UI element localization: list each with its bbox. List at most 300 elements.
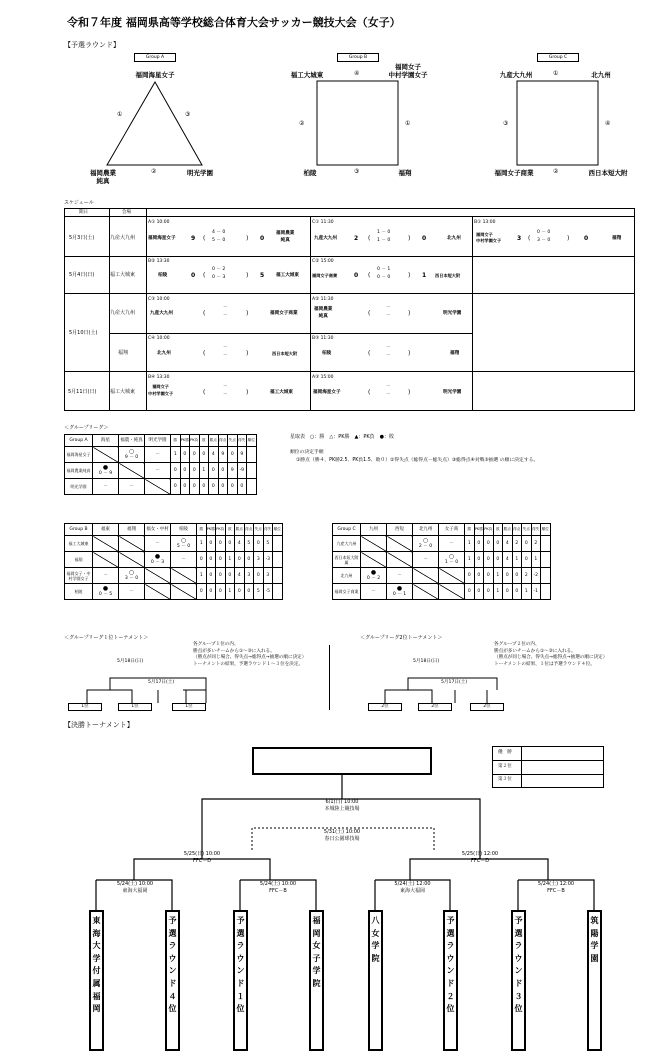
paren: ) — [246, 350, 249, 357]
champion-box — [252, 747, 432, 775]
groupC-tr-team: 北九州 — [591, 71, 611, 79]
league-cell-stat — [541, 584, 551, 600]
league-cell-stat: 0 — [199, 479, 209, 495]
league-cell-result — [93, 463, 119, 479]
league-cell-stat: 4 — [235, 568, 245, 584]
league-header-group: Group C — [333, 524, 361, 536]
paren: ( — [368, 235, 371, 242]
league-cell-stat: 0 — [206, 568, 216, 584]
qf4-info: 5/24(土) 12:00 FFC－B — [537, 881, 575, 894]
league-row — [65, 568, 283, 584]
league-cell-stat: 0 — [474, 568, 484, 584]
qf3-info: 5/24(土) 12:00 東海大福岡 — [394, 881, 431, 894]
league-row-team: 九産大九州 — [333, 536, 361, 552]
league-header-team: 福東 — [93, 524, 119, 536]
sched-r3b-code: A② 11:30 — [312, 297, 334, 302]
groupB-bl-team: 柏陵 — [303, 169, 317, 177]
league-cell-stat: 1 — [512, 552, 522, 568]
t1-notes: 各グループ１位の内、 勝点が多いチームから①～③に入れる。 （勝点が同じ場合、得失点→総得点→抽選の順に決定） トーナメントの結果、予選ラウンド１～３位を決定。 — [193, 642, 307, 667]
league-cell-stat: 1 — [171, 447, 181, 463]
league-cell-stat: 0 — [209, 479, 219, 495]
sched-r2a-team2: 福工大城東 — [276, 273, 299, 278]
league-header-stat: 得失 — [237, 435, 247, 447]
sched-r1c-score1: 3 — [517, 235, 522, 242]
sched-r2a-score1: 0 — [191, 272, 196, 279]
groupB-match3: ③ — [354, 168, 360, 175]
paren: ( — [368, 310, 371, 317]
league-cell-stat: 0 — [522, 552, 532, 568]
league-row-team: 福工大城東 — [65, 536, 93, 552]
sched-r2-venue: 福工大城東 — [110, 272, 136, 278]
league-cell-self — [413, 584, 439, 600]
league-cell-score: 0 － 2 — [366, 575, 381, 581]
league-header-stat: 勝 — [197, 524, 207, 536]
t2-slot-2: 2位 — [418, 703, 452, 711]
groupC-match1: ① — [553, 70, 559, 77]
paren: ( — [203, 389, 206, 396]
league-header-team: 福女・中村 — [145, 524, 171, 536]
league-header-stat: 順位 — [273, 524, 283, 536]
qf2-info: 5/24(土) 10:00 FFC－B — [259, 881, 297, 894]
league-cell-stat: 1 — [493, 568, 503, 584]
sched-r3a-team2: 福岡女子商業 — [270, 311, 298, 316]
league-cell-stat: 0 — [503, 568, 513, 584]
league-cell-stat: 0 — [244, 584, 254, 600]
league-cell-result — [439, 552, 465, 568]
groupA-triangle — [107, 82, 202, 165]
win-icon: ○ — [180, 536, 187, 544]
groupA-top-team: 福岡海星女子 — [135, 71, 175, 79]
league-cell-stat — [273, 552, 283, 568]
league-cell-stat: 0 — [216, 536, 226, 552]
league-cell-stat: 9 — [237, 447, 247, 463]
league-header-stat: PK負 — [216, 524, 226, 536]
league-cell-score: 0 － 1 — [392, 591, 407, 597]
league-cell-stat: -3 — [263, 552, 273, 568]
win-icon: ○ — [422, 536, 429, 544]
league-cell-stat — [247, 463, 257, 479]
paren: ( — [368, 389, 371, 396]
league-cell-stat: 0 — [206, 536, 216, 552]
league-cell-stat: 0 — [474, 536, 484, 552]
league-cell-stat: 0 — [484, 536, 494, 552]
league-cell-stat: 3 — [263, 568, 273, 584]
sched-r1a-score2: 0 — [260, 235, 265, 242]
league-header-stat: PK勝 — [180, 435, 190, 447]
league-cell-stat: 0 — [180, 447, 190, 463]
sched-r3-venue2: 福翔 — [118, 350, 129, 356]
league-cell-stat: 4 — [503, 536, 513, 552]
league-cell-stat: 0 — [216, 552, 226, 568]
league-cell-result: － — [361, 584, 387, 600]
league-row — [65, 479, 257, 495]
league-row-team: 西日本短大附属 — [333, 552, 361, 568]
paren: ) — [408, 389, 411, 396]
league-cell-stat: 1 — [199, 463, 209, 479]
groupA-match3: ③ — [185, 111, 191, 118]
league-header-team: 柏陵 — [171, 524, 197, 536]
win-icon: ○ — [128, 568, 135, 576]
t1-slot-3: 1位 — [172, 703, 206, 711]
paren: ( — [203, 272, 206, 279]
sched-r2a-halves: 0 － 2 0 － 3 — [212, 267, 226, 280]
sched-r2b-score1: 0 — [354, 272, 359, 279]
league-cell-stat: 0 — [465, 568, 475, 584]
league-cell-stat — [541, 536, 551, 552]
league-cell-stat: 0 — [254, 568, 264, 584]
league-cell-self — [439, 568, 465, 584]
league-cell-result — [119, 568, 145, 584]
sched-r1b-team1: 九産大九州 — [314, 236, 337, 241]
league-cell-self — [93, 536, 119, 552]
league-cell-result — [145, 552, 171, 568]
league-cell-self — [119, 536, 145, 552]
league-cell-stat — [273, 536, 283, 552]
league-cell-stat — [273, 584, 283, 600]
groupC-bl-team: 福岡女子商業 — [494, 169, 534, 177]
league-row-team: 福岡女子商業 — [333, 584, 361, 600]
league-cell-stat: 4 — [503, 552, 513, 568]
league-cell-stat: 0 — [197, 584, 207, 600]
loss-icon: ● — [396, 584, 403, 592]
sched-r3-venue1: 九産大九州 — [110, 310, 136, 316]
league-cell-stat: 0 — [206, 552, 216, 568]
league-rule-text: ①勝点（勝４、PK勝2.5、PK負1.5、敗０）②得失点（総得点－総失点）③総得点④対戦⑤抽選 の順に決定する。 — [296, 458, 539, 463]
sched-r1a-halves: 4 － 0 5 － 0 — [212, 230, 226, 243]
sched-r2a-team1: 柏陵 — [158, 273, 168, 278]
final-team-5: 八女学院 — [368, 910, 383, 1051]
league-cell-self — [439, 584, 465, 600]
league-cell-self — [93, 447, 119, 463]
league-cell-stat: 0 — [484, 552, 494, 568]
sched-r3d-team1: 柏陵 — [322, 351, 332, 356]
league-row — [333, 552, 551, 568]
league-cell-stat: 0 — [216, 584, 226, 600]
sched-r1c-team2: 福翔 — [612, 236, 622, 241]
league-cell-result: － — [145, 447, 171, 463]
league-header-team: 福翔 — [119, 524, 145, 536]
sched-r4-venue: 福工大城東 — [110, 389, 136, 395]
league-row-team: 明光学園 — [65, 479, 93, 495]
league-header-stat: 敗 — [199, 435, 209, 447]
semi2-info: 5/25(日) 12:00 FFC－D — [461, 851, 499, 864]
groupA-right-team: 明光学園 — [187, 169, 213, 177]
groupC-match2: ② — [553, 168, 559, 175]
paren: ( — [203, 235, 206, 242]
league-cell-result: － — [439, 536, 465, 552]
groupB-tr-team: 福岡女子 中村学園女子 — [388, 63, 428, 79]
league-cell-stat: 5 — [263, 536, 273, 552]
league-cell-self — [145, 584, 171, 600]
final-team-6: 予選ラウンド２位 — [443, 910, 458, 1051]
league-header-team: 九州 — [361, 524, 387, 536]
sched-r3b-team1: 福岡農業 純真 — [314, 307, 333, 319]
third-place-info: 5/31(土) 10:00 春日公園球技場 — [323, 829, 361, 842]
sched-r4a-code: B④ 13:30 — [148, 375, 170, 380]
league-cell-stat: 0 — [218, 479, 228, 495]
league-cell-stat: 0 — [190, 447, 200, 463]
sched-r4b-team2: 明光学園 — [443, 390, 462, 395]
sched-r4-date: 5月11日(日) — [68, 389, 97, 395]
league-cell-self — [387, 552, 413, 568]
league-header-stat: PK勝 — [474, 524, 484, 536]
qf1-info: 5/24(土) 10:00 東海大福岡 — [116, 881, 154, 894]
league-header-stat: 得点 — [512, 524, 522, 536]
league-cell-self — [119, 463, 145, 479]
league-cell-stat: -2 — [531, 568, 541, 584]
groupC-match3: ③ — [503, 120, 509, 127]
league-cell-result: － — [145, 536, 171, 552]
sched-r1b-score2: 0 — [422, 235, 427, 242]
league-cell-stat: 0 — [171, 479, 181, 495]
league-header-stat: 勝点 — [235, 524, 245, 536]
sched-r2b-code: C② 15:00 — [312, 259, 334, 264]
league-cell-stat — [541, 552, 551, 568]
league-cell-score: 3 － 0 — [124, 575, 139, 581]
sched-r3a-dash: － － — [223, 305, 228, 318]
sched-r2a-score2: 5 — [260, 272, 265, 279]
league-cell-stat: 9 — [228, 463, 238, 479]
league-row-team: 福翔 — [65, 552, 93, 568]
paren: ) — [408, 272, 411, 279]
paren: ) — [246, 389, 249, 396]
groupB-match2: ② — [299, 120, 305, 127]
league-row — [333, 584, 551, 600]
sched-r2b-score2: 1 — [422, 272, 427, 279]
league-cell-stat: 5 — [254, 584, 264, 600]
sched-r3c-team1: 北九州 — [157, 351, 171, 356]
league-header-group: Group B — [65, 524, 93, 536]
league-cell-self — [171, 584, 197, 600]
sched-r1b-halves: 1 － 0 1 － 0 — [377, 230, 391, 243]
league-rule-title: 順位の決定手順 — [290, 450, 324, 455]
league-cell-score: 1 － 0 — [444, 559, 459, 565]
league-cell-result: － — [119, 479, 145, 495]
league-cell-self — [361, 552, 387, 568]
final-team-1: 東海大学付属福岡 — [89, 910, 104, 1051]
league-row-team: 福岡女子・中村学園女子 — [65, 568, 93, 584]
league-cell-stat: 0 — [206, 584, 216, 600]
league-cell-self — [387, 536, 413, 552]
league-row — [65, 552, 283, 568]
league-cell-stat: 0 — [474, 584, 484, 600]
league-cell-stat: 0 — [474, 552, 484, 568]
sched-r3c-code: C④ 10:00 — [148, 336, 170, 341]
league-cell-stat: 0 — [484, 584, 494, 600]
league-cell-stat: 1 — [225, 552, 235, 568]
league-cell-stat: 0 — [180, 463, 190, 479]
sched-r1b-code: C① 11:30 — [312, 220, 334, 225]
league-row — [65, 447, 257, 463]
league-header-stat: 失点 — [228, 435, 238, 447]
league-cell-self — [171, 568, 197, 584]
loss-icon: ● — [370, 568, 377, 576]
league-cell-stat: 2 — [531, 536, 541, 552]
groupB-match4: ④ — [354, 70, 360, 77]
league-cell-self — [145, 479, 171, 495]
paren: ) — [408, 310, 411, 317]
league-legend: 星取表 ○：勝 △：PK勝 ▲：PK負 ●：敗 — [290, 434, 395, 440]
sched-r3d-code: B③ 11:30 — [312, 336, 334, 341]
league-row — [65, 584, 283, 600]
sched-r3d-dash: － － — [386, 345, 391, 358]
league-cell-self — [93, 552, 119, 568]
league-cell-score: 0 － 3 — [150, 559, 165, 565]
paren: ( — [203, 310, 206, 317]
league-row — [65, 536, 283, 552]
lgB-table — [64, 523, 283, 600]
league-cell-stat: 2 — [512, 536, 522, 552]
league-cell-result — [171, 536, 197, 552]
sched-r1c-team1: 福岡女子 中村学園女子 — [476, 232, 502, 243]
sched-r4a-team1: 福岡女子 中村学園女子 — [148, 384, 174, 396]
sched-r3-date: 5月10日(土) — [69, 330, 98, 336]
league-header-team: 福農・純真 — [119, 435, 145, 447]
league-header-stat: 得失 — [263, 524, 273, 536]
groupC-label: Group C — [537, 53, 579, 62]
groupC-br-team: 西日本短大附 — [588, 169, 628, 177]
sched-r2b-team1: 福岡女子商業 — [312, 273, 338, 278]
sched-r1c-halves: 0 － 0 3 － 0 — [537, 230, 551, 243]
sched-r3c-team2: 西日本短大附 — [272, 351, 298, 356]
paren: ( — [528, 235, 531, 242]
league-cell-stat: -5 — [263, 584, 273, 600]
groupB-square — [317, 81, 398, 165]
league-label: ＜グループリーグ＞ — [64, 425, 109, 431]
league-header-team: 西短 — [387, 524, 413, 536]
t2-semi-date: 5月17日(土) — [441, 680, 468, 685]
league-cell-stat: 9 — [218, 447, 228, 463]
t2-notes: 各グループ２位の内、 勝点が多いチームから①～③に入れる。 （勝点が同じ場合、得失点→総得点→抽選の順に決定） トーナメントの結果、１位は予選ラウンド４位。 — [494, 642, 608, 667]
league-cell-stat: 1 — [197, 568, 207, 584]
league-cell-stat: 0 — [235, 552, 245, 568]
sched-r1a-score1: 9 — [191, 235, 196, 242]
league-header-stat: PK負 — [190, 435, 200, 447]
league-header-stat: PK負 — [484, 524, 494, 536]
final-match-info: 6/1(日) 10:00 本城陸上競技場 — [324, 799, 360, 812]
league-cell-self — [145, 568, 171, 584]
sched-r3a-code: C③ 10:00 — [148, 297, 170, 302]
league-cell-stat: 1 — [465, 536, 475, 552]
paren: ) — [567, 235, 570, 242]
schedule-header-venue: 会場 — [122, 210, 131, 215]
league-header-stat: 順位 — [247, 435, 257, 447]
league-cell-stat: 0 — [171, 463, 181, 479]
sched-r1c-code: B① 13:00 — [474, 220, 496, 225]
league-cell-stat: 0 — [228, 479, 238, 495]
t2-final-date: 5月18日(日) — [413, 659, 440, 664]
t1-slot-2: 1位 — [118, 703, 152, 711]
league-header-stat: 得点 — [218, 435, 228, 447]
win-icon: ○ — [128, 447, 135, 455]
league-cell-stat: 0 — [522, 536, 532, 552]
league-cell-stat: 2 — [522, 568, 532, 584]
league-cell-stat: -1 — [531, 584, 541, 600]
league-cell-stat: 0 — [228, 447, 238, 463]
league-cell-stat: -9 — [237, 463, 247, 479]
league-cell-stat: 0 — [235, 584, 245, 600]
league-cell-stat: 0 — [503, 584, 513, 600]
league-header-team: 海星 — [93, 435, 119, 447]
league-row-team: 福岡海星女子 — [65, 447, 93, 463]
league-cell-stat: 1 — [531, 552, 541, 568]
result-second: 第２位 — [498, 764, 512, 769]
league-cell-stat: 0 — [493, 552, 503, 568]
league-header-stat: 勝 — [171, 435, 181, 447]
groupB-tl-team: 福工大城東 — [290, 71, 324, 79]
t2-slot-3: 2位 — [470, 703, 504, 711]
league-cell-stat — [541, 568, 551, 584]
league-cell-stat: 0 — [190, 463, 200, 479]
sched-r2b-halves: 0 － 1 0 － 0 — [377, 267, 391, 280]
league-cell-result: － — [145, 463, 171, 479]
prelim-label: 【予選ラウンド】 — [64, 41, 120, 49]
result-champion: 優 勝 — [498, 750, 512, 755]
league-header-stat: 失点 — [254, 524, 264, 536]
paren: ( — [203, 350, 206, 357]
league-cell-score: 0 － 5 — [98, 591, 113, 597]
league-cell-stat: 0 — [190, 479, 200, 495]
league-cell-stat: 0 — [493, 536, 503, 552]
league-header-stat: PK勝 — [206, 524, 216, 536]
league-cell-stat: 0 — [199, 447, 209, 463]
final-team-7: 予選ラウンド３位 — [511, 910, 526, 1051]
league-cell-stat: 0 — [254, 536, 264, 552]
groupC-match4: ④ — [605, 120, 611, 127]
league-cell-result — [361, 568, 387, 584]
lgC-table — [332, 523, 551, 600]
league-cell-stat: 0 — [465, 584, 475, 600]
sched-r3b-dash: － － — [386, 305, 391, 318]
paren: ) — [408, 350, 411, 357]
league-row — [333, 568, 551, 584]
t2-slot-1: 2位 — [368, 703, 402, 711]
groupA-match2: ② — [151, 168, 157, 175]
sched-r1b-team2: 北九州 — [447, 236, 461, 241]
league-cell-result — [413, 536, 439, 552]
league-header-group: Group A — [65, 435, 93, 447]
groupA-match1: ① — [117, 111, 123, 118]
groupB-match1: ① — [405, 120, 411, 127]
t1-final-date: 5月18日(日) — [117, 659, 144, 664]
groupA-left-team: 福岡農業 純真 — [90, 169, 116, 185]
league-cell-stat: 1 — [493, 584, 503, 600]
league-header-team: 女子商 — [439, 524, 465, 536]
final-team-3: 予選ラウンド１位 — [233, 910, 248, 1051]
league-cell-stat: 4 — [209, 447, 219, 463]
league-row — [333, 536, 551, 552]
league-cell-stat: 4 — [235, 536, 245, 552]
league-header-stat: 勝点 — [209, 435, 219, 447]
league-cell-stat — [273, 568, 283, 584]
schedule-label: スケジュール — [64, 200, 94, 206]
league-cell-stat: 1 — [522, 584, 532, 600]
league-cell-stat: 3 — [254, 552, 264, 568]
loss-icon: ● — [154, 552, 161, 560]
league-cell-stat: 0 — [237, 479, 247, 495]
league-cell-stat: 0 — [512, 568, 522, 584]
league-cell-result — [387, 584, 413, 600]
paren: ( — [368, 350, 371, 357]
sched-r3d-team2: 福翔 — [450, 351, 460, 356]
final-team-2: 予選ラウンド４位 — [165, 910, 180, 1051]
loss-icon: ● — [102, 463, 109, 471]
paren: ( — [368, 272, 371, 279]
sched-r4b-code: A③ 15:00 — [312, 375, 334, 380]
win-icon: ○ — [448, 552, 455, 560]
league-cell-stat: 0 — [218, 463, 228, 479]
league-header-stat: 敗 — [493, 524, 503, 536]
